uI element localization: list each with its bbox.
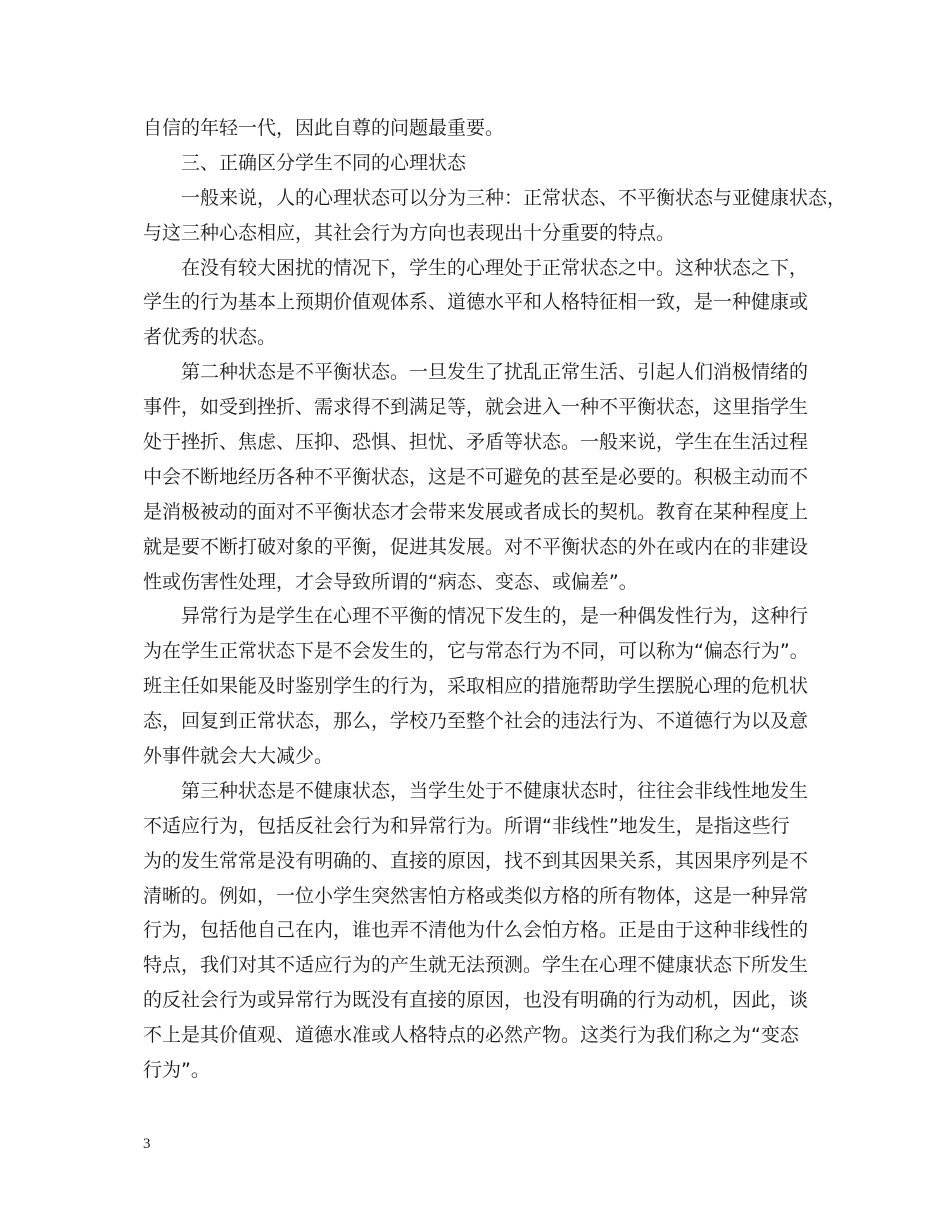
text-line: 自信的年轻一代，因此自尊的问题最重要。	[143, 117, 505, 139]
page-number: 3	[143, 1136, 151, 1152]
text-line: 在没有较大困扰的情况下，学生的心理处于正常状态之中。这种状态之下，	[181, 256, 809, 279]
text-line: 者优秀的状态。	[143, 326, 277, 349]
text-line: 事件，如受到挫折、需求得不到满足等，就会进入一种不平衡状态，这里指学生	[143, 396, 809, 419]
text-line: 特点，我们对其不适应行为的产生就无法预测。学生在心理不健康状态下所发生	[143, 954, 809, 977]
text-line: 第二种状态是不平衡状态。一旦发生了扰乱正常生活、引起人们消极情绪的	[181, 361, 809, 384]
text-line: 是消极被动的面对不平衡状态才会带来发展或者成长的契机。教育在某种程度上	[143, 500, 809, 523]
section-heading: 三、正确区分学生不同的心理状态	[181, 151, 467, 174]
text-line: 行为”。	[143, 1059, 210, 1082]
text-line: 一般来说，人的心理状态可以分为三种：正常状态、不平衡状态与亚健康状态，	[181, 186, 847, 209]
text-line: 为在学生正常状态下是不会发生的，它与常态行为不同，可以称为“偏态行为”。	[143, 640, 809, 663]
text-line: 外事件就会大大减少。	[143, 745, 334, 768]
text-line: 行为，包括他自己在内，谁也弄不清他为什么会怕方格。正是由于这种非线性的	[143, 919, 809, 942]
text-line: 第三种状态是不健康状态，当学生处于不健康状态时，往往会非线性地发生	[181, 779, 809, 802]
text-line: 的反社会行为或异常行为既没有直接的原因，也没有明确的行为动机，因此，谈	[143, 989, 809, 1012]
text-line: 为的发生常常是没有明确的、直接的原因，找不到其因果关系，其因果序列是不	[143, 849, 809, 872]
text-line: 态，回复到正常状态，那么，学校乃至整个社会的违法行为、不道德行为以及意	[143, 710, 809, 733]
text-line: 就是要不断打破对象的平衡，促进其发展。对不平衡状态的外在或内在的非建设	[143, 535, 809, 558]
text-line: 中会不断地经历各种不平衡状态，这是不可避免的甚至是必要的。积极主动而不	[143, 465, 809, 488]
text-line: 不适应行为，包括反社会行为和异常行为。所谓“非线性”地发生，是指这些行	[143, 814, 790, 837]
text-line: 处于挫折、焦虑、压抑、恐惧、担忧、矛盾等状态。一般来说，学生在生活过程	[143, 431, 809, 454]
text-line: 学生的行为基本上预期价值观体系、道德水平和人格特征相一致，是一种健康或	[143, 291, 809, 314]
text-line: 与这三种心态相应，其社会行为方向也表现出十分重要的特点。	[143, 221, 676, 244]
text-line: 性或伤害性处理，才会导致所谓的“病态、变态、或偏差”。	[143, 570, 638, 593]
body-text	[143, 111, 847, 1088]
text-line: 不上是其价值观、道德水准或人格特点的必然产物。这类行为我们称之为“变态	[143, 1024, 799, 1047]
text-line: 异常行为是学生在心理不平衡的情况下发生的，是一种偶发性行为，这种行	[181, 605, 809, 628]
text-line: 清晰的。例如，一位小学生突然害怕方格或类似方格的所有物体，这是一种异常	[143, 884, 809, 907]
text-line: 班主任如果能及时鉴别学生的行为，采取相应的措施帮助学生摆脱心理的危机状	[143, 675, 809, 698]
